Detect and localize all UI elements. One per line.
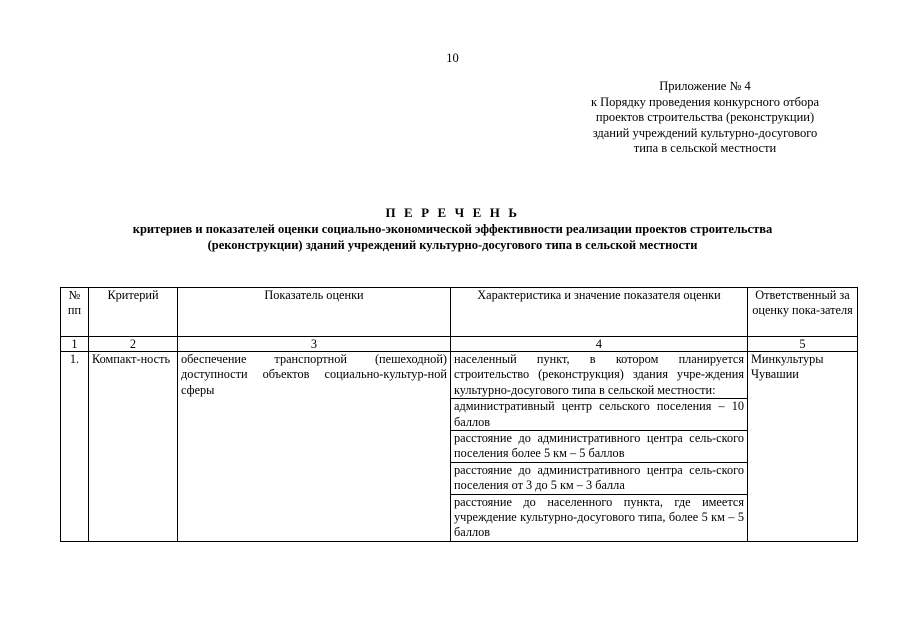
subtitle-line: критериев и показателей оценки социально-экономической эффективности реализации проектов строительства [132, 222, 773, 236]
criteria-table [60, 287, 858, 542]
column-number: 2 [89, 337, 178, 352]
row-responsible: Минкультуры Чувашии [748, 352, 858, 542]
header-indicator: Показатель оценки [178, 288, 451, 337]
characteristic-cell: расстояние до населенного пункта, где имеется учреждение культурно-досугового типа, более 5 км – 5 баллов [451, 494, 748, 541]
document-subtitle [0, 221, 905, 253]
document-title: П Е Р Е Ч Е Н Ь [385, 205, 520, 220]
appendix-line: проектов строительства (реконструкции) [595, 110, 815, 125]
characteristic-cell: административный центр сельского поселения – 10 баллов [451, 399, 748, 431]
subtitle-line: (реконструкции) зданий учреждений культурно-досугового типа в сельской местности [207, 238, 698, 252]
page-number: 10 [446, 51, 459, 65]
header-criterion: Критерий [89, 288, 178, 337]
table-header-row [61, 288, 858, 337]
column-number: 1 [61, 337, 89, 352]
table-row [61, 352, 858, 399]
characteristic-cell: населенный пункт, в котором планируется строительство (реконструкция) здания учре-ждения культурно-досугового типа в сельской местности: [451, 352, 748, 399]
column-number: 5 [748, 337, 858, 352]
header-number: № пп [61, 288, 89, 337]
header-responsible: Ответственный за оценку пока-зателя [748, 288, 858, 337]
characteristic-cell: расстояние до административного центра сель-ского поселения более 5 км – 5 баллов [451, 431, 748, 463]
column-number: 4 [451, 337, 748, 352]
column-number-row [61, 337, 858, 352]
row-criterion: Компакт-ность [89, 352, 178, 542]
appendix-line: типа в сельской местности [633, 141, 777, 156]
appendix-note [560, 79, 850, 157]
appendix-line: зданий учреждений культурно-досугового [592, 125, 818, 140]
header-characteristics [451, 288, 748, 337]
appendix-line: Приложение № 4 [659, 79, 751, 93]
characteristic-cell: расстояние до административного центра сель-ского поселения от 3 до 5 км – 3 балла [451, 462, 748, 494]
header-characteristics-text: Характеристика и значение показателя оценки [477, 288, 721, 302]
appendix-line: к Порядку проведения конкурсного отбора [590, 94, 820, 109]
row-indicator: обеспечение транспортной (пешеходной) доступности объектов социально-культур-ной сферы [178, 352, 451, 542]
row-number: 1. [61, 352, 89, 542]
column-number: 3 [178, 337, 451, 352]
